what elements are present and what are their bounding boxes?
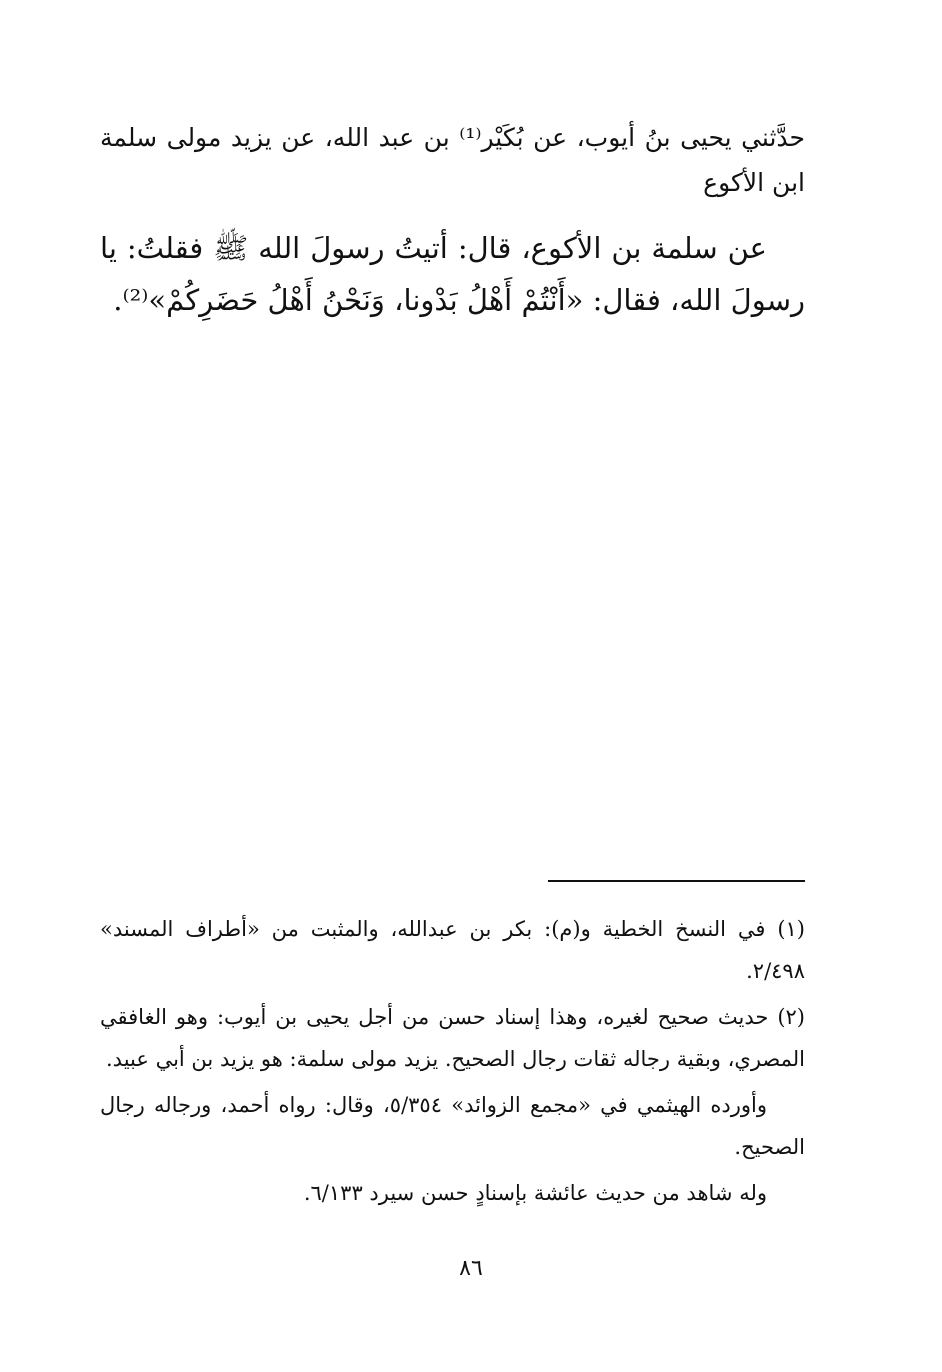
footnote-2-witness: وله شاهد من حديث عائشة بإسنادٍ حسن سيرد ٦/١٣٣. [303, 1181, 767, 1205]
footnotes [100, 908, 805, 1214]
footnote-2: (٢) حديث صحيح لغيره، وهذا إسناد حسن من أجل يحيى بن أيوب: وهو الغافقي المصري، وبقية رجاله ثقات رجال الصحيح. يزيد مولى سلمة: هو يزيد بن أبي عبيد. [100, 1005, 805, 1071]
footnote-1: (١) في النسخ الخطية و(م): بكر بن عبدالله، والمثبت من «أطراف المسند» ٢/٤٩٨. [100, 917, 805, 983]
footnote-separator [548, 880, 805, 882]
hadith-text: عن سلمة بن الأكوع، قال: أتيتُ رسولَ الله ﷺ فقلتُ: يا رسولَ الله، فقال: «أَنْتُمْ أَهْلُ بَدْونا، وَنَحْنُ أَهْلُ حَضَرِكُمْ»⁽²⁾. [100, 231, 805, 317]
footnote-2-continuation: وأورده الهيثمي في «مجمع الزوائد» ٥/٣٥٤، وقال: رواه أحمد، ورجاله رجال الصحيح. [100, 1093, 805, 1159]
hadith-chain-of-narration: حدَّثني يحيى بنُ أيوب، عن بُكَيْر⁽¹⁾ بن عبد الله، عن يزيد مولى سلمة ابن الأكوع [100, 123, 806, 197]
page-number: ٨٦ [459, 1256, 483, 1281]
